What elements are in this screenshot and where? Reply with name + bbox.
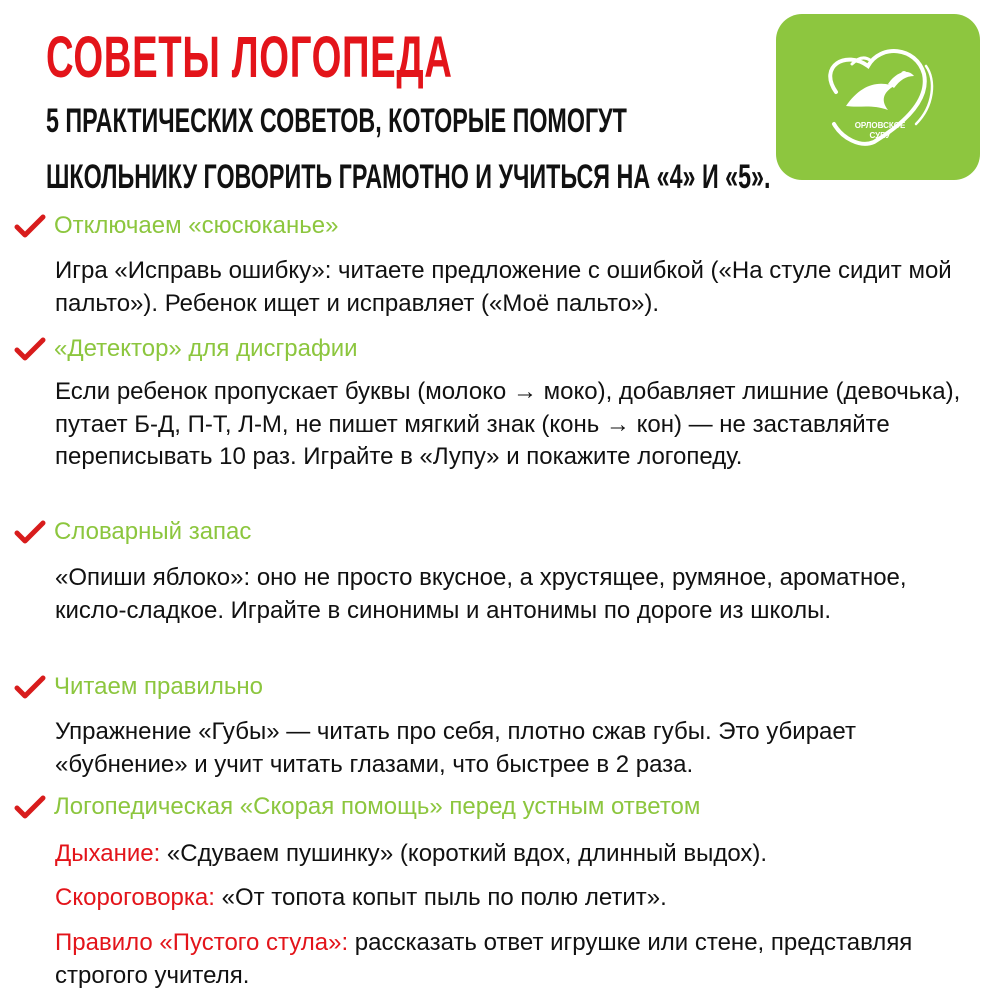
page-title: СОВЕТЫ ЛОГОПЕДА [46,25,453,90]
logo-text-line1: ОРЛОВСКОЕ [854,121,906,130]
tip-2-heading [14,332,358,366]
tip-4-text: Упражнение «Губы» — читать про себя, плотно сжав губы. Это убирает «бубнение» и учит читать глазами, что быстрее в 2 раза. [55,718,856,778]
tip-5-item-text: «Сдуваем пушинку» (короткий вдох, длинный выдох). [160,840,768,867]
tip-5-heading [14,790,700,824]
bird-heart-emblem-icon [776,14,980,180]
page-subtitle-line1: 5 ПРАКТИЧЕСКИХ СОВЕТОВ, КОТОРЫЕ ПОМОГУТ [46,102,627,140]
tip-3-heading [14,515,251,549]
tip-5-item-empty-chair [55,927,975,992]
tip-3-text: «Опиши яблоко»: оно не просто вкусное, а хрустящее, румяное, ароматное, кисло-сладкое. Играйте в синонимы и антонимы по дороге из школы. [55,564,907,624]
tip-1-heading [14,209,338,243]
tip-4-title: Читаем правильно [54,673,263,700]
tip-3-title: Словарный запас [54,518,252,545]
checkmark-icon [14,674,46,700]
tip-2-text: Если ребенок пропускает буквы (молоко → моко), добавляет лишние (девочька), путает Б-Д, П-Т, Л-М, не пишет мягкий знак (конь → кон) — не заставляйте переписывать 10 раз. Играйте в «Лупу» и покажите логопеду. [55,378,961,470]
organization-logo [776,14,980,180]
tip-1-text: Игра «Исправь ошибку»: читаете предложение с ошибкой («На стуле сидит мой пальто»). Ребенок ищет и исправляет («Моё пальто»). [55,257,952,317]
tip-5-item-text: «От топота копыт пыль по полю летит». [214,884,667,911]
tip-5-item-text: рассказать ответ игрушке или стене, представляя строгого учителя. [55,929,913,989]
tip-5-item-label: Скороговорка: [55,884,215,911]
tip-5-item-tongue-twister [55,882,975,915]
tip-5-item-breathing [55,838,975,871]
checkmark-icon [14,794,46,820]
checkmark-icon [14,336,46,362]
page-subtitle-line2: ШКОЛЬНИКУ ГОВОРИТЬ ГРАМОТНО И УЧИТЬСЯ НА «4» И «5». [46,158,771,196]
checkmark-icon [14,213,46,239]
tip-5-title: Логопедическая «Скорая помощь» перед устным ответом [54,793,701,820]
tip-5-item-label: Дыхание: [55,840,161,867]
tip-4-heading [14,670,263,704]
tip-5-item-label: Правило «Пустого стула»: [55,929,349,956]
tip-1-title: Отключаем «сюсюканье» [54,212,339,239]
tip-2-title: «Детектор» для дисграфии [54,335,358,362]
logo-text-line2: СУВУ [869,131,891,140]
checkmark-icon [14,519,46,545]
